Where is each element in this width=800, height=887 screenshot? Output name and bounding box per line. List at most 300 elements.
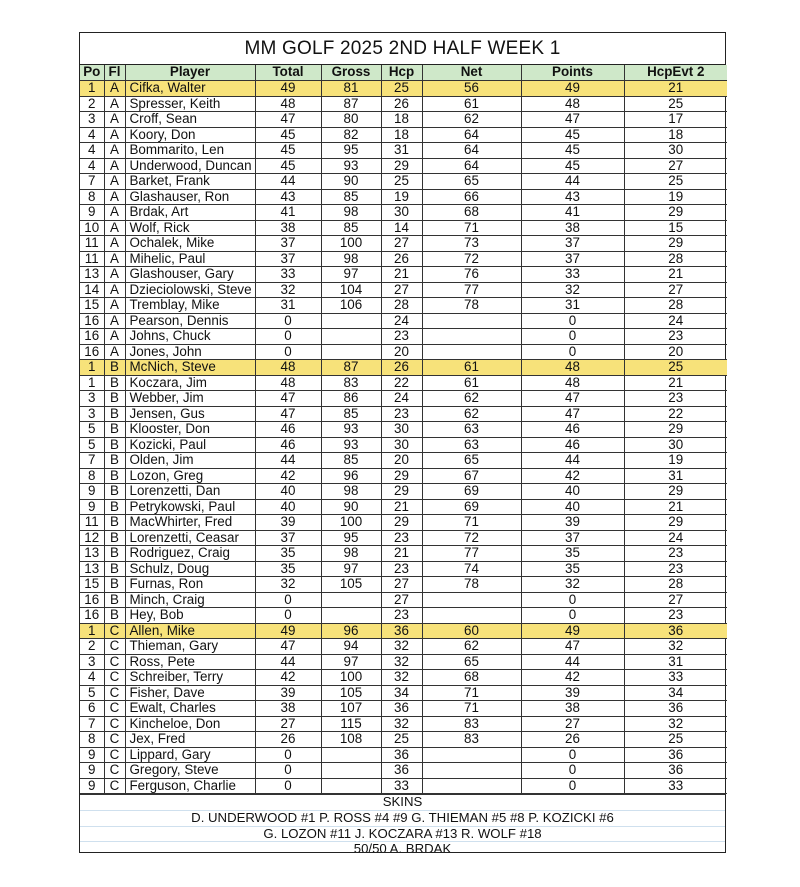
cell-hcp: 23 <box>381 329 422 345</box>
cell-gross: 105 <box>321 685 381 701</box>
table-row <box>80 127 727 143</box>
col-header-hcp: Hcp <box>381 65 422 81</box>
table-row <box>80 375 727 391</box>
cell-net: 71 <box>422 685 521 701</box>
cell-net: 62 <box>422 112 521 128</box>
cell-fl: A <box>104 127 125 143</box>
cell-net: 64 <box>422 143 521 159</box>
table-row <box>80 701 727 717</box>
cell-player: Glashauser, Ron <box>125 189 255 205</box>
cell-fl: B <box>104 530 125 546</box>
table-row <box>80 282 727 298</box>
cell-hcp: 25 <box>381 81 422 97</box>
cell-gross: 115 <box>321 716 381 732</box>
cell-fl: C <box>104 701 125 717</box>
cell-fl: A <box>104 329 125 345</box>
cell-player: Kincheloe, Don <box>125 716 255 732</box>
cell-net: 61 <box>422 375 521 391</box>
cell-points: 0 <box>521 778 624 794</box>
table-row <box>80 654 727 670</box>
cell-net: 65 <box>422 453 521 469</box>
cell-fl: A <box>104 220 125 236</box>
cell-hcpevt: 32 <box>624 716 727 732</box>
cell-total: 48 <box>255 375 321 391</box>
cell-player: Underwood, Duncan <box>125 158 255 174</box>
cell-hcp: 32 <box>381 654 422 670</box>
cell-net <box>422 313 521 329</box>
table-row <box>80 96 727 112</box>
cell-points: 45 <box>521 158 624 174</box>
cell-po: 16 <box>80 592 104 608</box>
cell-total: 0 <box>255 592 321 608</box>
cell-hcp: 26 <box>381 360 422 376</box>
cell-po: 4 <box>80 143 104 159</box>
cell-net: 69 <box>422 484 521 500</box>
cell-net: 62 <box>422 639 521 655</box>
col-header-net: Net <box>422 65 521 81</box>
cell-fl: B <box>104 546 125 562</box>
cell-po: 1 <box>80 375 104 391</box>
cell-net: 73 <box>422 236 521 252</box>
cell-total: 47 <box>255 391 321 407</box>
cell-fl: C <box>104 685 125 701</box>
skins-line-1: D. UNDERWOOD #1 P. ROSS #4 #9 G. THIEMAN #5 #8 P. KOZICKI #6 <box>80 811 725 827</box>
cell-hcpevt: 32 <box>624 639 727 655</box>
cell-hcpevt: 21 <box>624 375 727 391</box>
page-title: MM GOLF 2025 2ND HALF WEEK 1 <box>80 33 725 65</box>
table-row <box>80 468 727 484</box>
cell-gross: 98 <box>321 205 381 221</box>
cell-po: 7 <box>80 453 104 469</box>
table-row <box>80 174 727 190</box>
cell-po: 2 <box>80 639 104 655</box>
cell-total: 40 <box>255 499 321 515</box>
cell-fl: C <box>104 778 125 794</box>
table-row <box>80 577 727 593</box>
cell-hcpevt: 21 <box>624 499 727 515</box>
cell-total: 47 <box>255 406 321 422</box>
cell-points: 32 <box>521 577 624 593</box>
cell-hcp: 28 <box>381 298 422 314</box>
cell-fl: A <box>104 205 125 221</box>
cell-net: 64 <box>422 158 521 174</box>
table-row <box>80 747 727 763</box>
cell-hcp: 29 <box>381 468 422 484</box>
cell-total: 26 <box>255 732 321 748</box>
cell-po: 12 <box>80 530 104 546</box>
cell-hcpevt: 21 <box>624 267 727 283</box>
results-sheet <box>79 32 726 853</box>
cell-net: 77 <box>422 282 521 298</box>
cell-total: 0 <box>255 763 321 779</box>
cell-po: 2 <box>80 96 104 112</box>
cell-hcpevt: 29 <box>624 515 727 531</box>
cell-hcpevt: 24 <box>624 530 727 546</box>
cell-hcpevt: 29 <box>624 422 727 438</box>
cell-fl: B <box>104 437 125 453</box>
table-row <box>80 143 727 159</box>
cell-hcpevt: 36 <box>624 747 727 763</box>
cell-total: 47 <box>255 639 321 655</box>
cell-total: 43 <box>255 189 321 205</box>
cell-hcpevt: 25 <box>624 174 727 190</box>
table-row <box>80 484 727 500</box>
cell-gross <box>321 763 381 779</box>
cell-gross: 107 <box>321 701 381 717</box>
cell-po: 7 <box>80 716 104 732</box>
cell-po: 5 <box>80 685 104 701</box>
cell-total: 0 <box>255 344 321 360</box>
cell-hcp: 31 <box>381 143 422 159</box>
cell-total: 31 <box>255 298 321 314</box>
table-row <box>80 422 727 438</box>
cell-hcpevt: 30 <box>624 143 727 159</box>
cell-hcpevt: 27 <box>624 282 727 298</box>
skins-heading: SKINS <box>80 795 725 811</box>
cell-gross: 93 <box>321 437 381 453</box>
cell-fl: B <box>104 515 125 531</box>
cell-fl: A <box>104 251 125 267</box>
cell-net: 74 <box>422 561 521 577</box>
cell-hcp: 36 <box>381 763 422 779</box>
cell-player: Ferguson, Charlie <box>125 778 255 794</box>
cell-gross: 90 <box>321 499 381 515</box>
cell-hcpevt: 25 <box>624 732 727 748</box>
cell-gross: 95 <box>321 143 381 159</box>
cell-gross: 87 <box>321 360 381 376</box>
cell-points: 38 <box>521 701 624 717</box>
table-row <box>80 251 727 267</box>
cell-player: Jensen, Gus <box>125 406 255 422</box>
table-row <box>80 716 727 732</box>
cell-player: Jex, Fred <box>125 732 255 748</box>
cell-hcp: 20 <box>381 344 422 360</box>
table-row <box>80 453 727 469</box>
cell-net: 76 <box>422 267 521 283</box>
cell-net: 61 <box>422 96 521 112</box>
cell-total: 44 <box>255 654 321 670</box>
cell-net: 71 <box>422 220 521 236</box>
cell-po: 11 <box>80 251 104 267</box>
cell-po: 16 <box>80 608 104 624</box>
cell-points: 35 <box>521 561 624 577</box>
cell-gross: 82 <box>321 127 381 143</box>
cell-hcpevt: 29 <box>624 236 727 252</box>
cell-points: 48 <box>521 360 624 376</box>
col-header-total: Total <box>255 65 321 81</box>
cell-points: 37 <box>521 236 624 252</box>
cell-points: 44 <box>521 174 624 190</box>
cell-gross: 106 <box>321 298 381 314</box>
table-row <box>80 406 727 422</box>
cell-hcp: 32 <box>381 670 422 686</box>
cell-fl: C <box>104 623 125 639</box>
cell-hcp: 21 <box>381 267 422 283</box>
cell-points: 49 <box>521 623 624 639</box>
cell-po: 5 <box>80 422 104 438</box>
cell-gross: 80 <box>321 112 381 128</box>
cell-fl: C <box>104 654 125 670</box>
table-row <box>80 608 727 624</box>
cell-points: 47 <box>521 639 624 655</box>
col-header-po: Po <box>80 65 104 81</box>
cell-po: 16 <box>80 344 104 360</box>
cell-points: 32 <box>521 282 624 298</box>
cell-hcp: 20 <box>381 453 422 469</box>
cell-player: Pearson, Dennis <box>125 313 255 329</box>
cell-fl: B <box>104 406 125 422</box>
cell-gross <box>321 608 381 624</box>
cell-total: 42 <box>255 670 321 686</box>
cell-player: Gregory, Steve <box>125 763 255 779</box>
cell-hcpevt: 23 <box>624 546 727 562</box>
cell-net <box>422 747 521 763</box>
cell-net: 78 <box>422 577 521 593</box>
cell-po: 3 <box>80 391 104 407</box>
cell-hcp: 32 <box>381 716 422 732</box>
cell-hcp: 14 <box>381 220 422 236</box>
cell-player: Petrykowski, Paul <box>125 499 255 515</box>
cell-gross: 108 <box>321 732 381 748</box>
cell-hcp: 27 <box>381 577 422 593</box>
cell-player: Thieman, Gary <box>125 639 255 655</box>
cell-total: 37 <box>255 236 321 252</box>
cell-hcpevt: 19 <box>624 189 727 205</box>
cell-gross: 87 <box>321 96 381 112</box>
cell-hcp: 36 <box>381 623 422 639</box>
cell-total: 39 <box>255 515 321 531</box>
cell-hcp: 27 <box>381 282 422 298</box>
cell-po: 1 <box>80 360 104 376</box>
cell-total: 37 <box>255 251 321 267</box>
table-row <box>80 499 727 515</box>
table-row <box>80 220 727 236</box>
cell-fl: A <box>104 282 125 298</box>
cell-player: Ross, Pete <box>125 654 255 670</box>
cell-net: 64 <box>422 127 521 143</box>
cell-player: Schreiber, Terry <box>125 670 255 686</box>
cell-net <box>422 608 521 624</box>
cell-player: Allen, Mike <box>125 623 255 639</box>
cell-hcp: 29 <box>381 515 422 531</box>
cell-net: 78 <box>422 298 521 314</box>
cell-hcpevt: 24 <box>624 313 727 329</box>
cell-hcp: 21 <box>381 546 422 562</box>
cell-player: Furnas, Ron <box>125 577 255 593</box>
cell-total: 46 <box>255 437 321 453</box>
cell-player: Webber, Jim <box>125 391 255 407</box>
skins-line-2: G. LOZON #11 J. KOCZARA #13 R. WOLF #18 <box>80 827 725 843</box>
cell-player: Brdak, Art <box>125 205 255 221</box>
cell-gross: 85 <box>321 189 381 205</box>
cell-po: 4 <box>80 158 104 174</box>
cell-hcpevt: 33 <box>624 670 727 686</box>
cell-total: 48 <box>255 96 321 112</box>
cell-fl: A <box>104 81 125 97</box>
cell-player: Klooster, Don <box>125 422 255 438</box>
table-row <box>80 515 727 531</box>
cell-po: 1 <box>80 623 104 639</box>
cell-net: 60 <box>422 623 521 639</box>
cell-total: 42 <box>255 468 321 484</box>
cell-fl: A <box>104 143 125 159</box>
cell-points: 43 <box>521 189 624 205</box>
cell-hcp: 18 <box>381 127 422 143</box>
cell-hcpevt: 25 <box>624 360 727 376</box>
cell-total: 0 <box>255 608 321 624</box>
cell-net: 72 <box>422 530 521 546</box>
cell-player: Glashouser, Gary <box>125 267 255 283</box>
cell-points: 0 <box>521 313 624 329</box>
cell-points: 0 <box>521 747 624 763</box>
cell-player: Ewalt, Charles <box>125 701 255 717</box>
cell-hcp: 23 <box>381 530 422 546</box>
cell-hcpevt: 21 <box>624 81 727 97</box>
cell-gross: 94 <box>321 639 381 655</box>
cell-hcpevt: 34 <box>624 685 727 701</box>
table-row <box>80 267 727 283</box>
results-body <box>80 81 727 794</box>
cell-gross: 85 <box>321 453 381 469</box>
cell-po: 9 <box>80 747 104 763</box>
cell-total: 0 <box>255 329 321 345</box>
cell-points: 42 <box>521 670 624 686</box>
table-row <box>80 561 727 577</box>
cell-hcp: 36 <box>381 747 422 763</box>
cell-hcp: 29 <box>381 484 422 500</box>
cell-hcpevt: 29 <box>624 205 727 221</box>
cell-hcpevt: 15 <box>624 220 727 236</box>
cell-total: 0 <box>255 313 321 329</box>
cell-net: 65 <box>422 174 521 190</box>
cell-po: 8 <box>80 468 104 484</box>
table-row <box>80 112 727 128</box>
cell-gross: 97 <box>321 267 381 283</box>
cell-net: 63 <box>422 422 521 438</box>
cell-points: 31 <box>521 298 624 314</box>
col-header-gross: Gross <box>321 65 381 81</box>
cell-net: 83 <box>422 732 521 748</box>
cell-gross: 95 <box>321 530 381 546</box>
cell-net: 83 <box>422 716 521 732</box>
cell-points: 47 <box>521 112 624 128</box>
table-row <box>80 546 727 562</box>
cell-gross <box>321 344 381 360</box>
cell-points: 40 <box>521 499 624 515</box>
cell-po: 3 <box>80 406 104 422</box>
cell-points: 35 <box>521 546 624 562</box>
table-row <box>80 236 727 252</box>
cell-fl: A <box>104 267 125 283</box>
cell-points: 44 <box>521 654 624 670</box>
cell-gross: 83 <box>321 375 381 391</box>
cell-player: Minch, Craig <box>125 592 255 608</box>
results-table <box>80 65 727 794</box>
cell-player: Lorenzetti, Ceasar <box>125 530 255 546</box>
cell-total: 38 <box>255 220 321 236</box>
cell-hcp: 19 <box>381 189 422 205</box>
cell-total: 38 <box>255 701 321 717</box>
cell-fl: A <box>104 158 125 174</box>
cell-po: 10 <box>80 220 104 236</box>
cell-po: 9 <box>80 499 104 515</box>
cell-player: Olden, Jim <box>125 453 255 469</box>
cell-points: 49 <box>521 81 624 97</box>
cell-total: 49 <box>255 623 321 639</box>
cell-po: 9 <box>80 778 104 794</box>
cell-fl: A <box>104 189 125 205</box>
cell-hcpevt: 27 <box>624 158 727 174</box>
cell-hcp: 23 <box>381 608 422 624</box>
cell-total: 44 <box>255 174 321 190</box>
table-row <box>80 329 727 345</box>
cell-points: 39 <box>521 515 624 531</box>
cell-hcp: 25 <box>381 732 422 748</box>
cell-hcp: 30 <box>381 437 422 453</box>
cell-gross: 96 <box>321 468 381 484</box>
cell-fl: B <box>104 592 125 608</box>
cell-player: Cifka, Walter <box>125 81 255 97</box>
cell-net: 71 <box>422 701 521 717</box>
cell-net: 66 <box>422 189 521 205</box>
col-header-points: Points <box>521 65 624 81</box>
cell-gross: 100 <box>321 236 381 252</box>
cell-hcpevt: 27 <box>624 592 727 608</box>
table-row <box>80 313 727 329</box>
cell-hcpevt: 28 <box>624 251 727 267</box>
cell-hcpevt: 36 <box>624 623 727 639</box>
table-row <box>80 530 727 546</box>
cell-hcpevt: 19 <box>624 453 727 469</box>
cell-net: 61 <box>422 360 521 376</box>
cell-player: Bommarito, Len <box>125 143 255 159</box>
col-header-hcpevt2: HcpEvt 2 <box>624 65 727 81</box>
cell-hcpevt: 31 <box>624 654 727 670</box>
cell-hcpevt: 18 <box>624 127 727 143</box>
cell-total: 33 <box>255 267 321 283</box>
cell-hcp: 18 <box>381 112 422 128</box>
cell-points: 39 <box>521 685 624 701</box>
cell-gross: 93 <box>321 422 381 438</box>
table-row <box>80 205 727 221</box>
cell-po: 9 <box>80 484 104 500</box>
cell-hcpevt: 29 <box>624 484 727 500</box>
cell-fl: B <box>104 608 125 624</box>
cell-fl: B <box>104 422 125 438</box>
table-row <box>80 732 727 748</box>
cell-hcp: 29 <box>381 158 422 174</box>
cell-total: 45 <box>255 127 321 143</box>
cell-points: 45 <box>521 127 624 143</box>
table-row <box>80 158 727 174</box>
cell-points: 47 <box>521 406 624 422</box>
cell-hcp: 24 <box>381 391 422 407</box>
cell-player: Koory, Don <box>125 127 255 143</box>
cell-total: 45 <box>255 143 321 159</box>
cell-total: 45 <box>255 158 321 174</box>
cell-hcpevt: 22 <box>624 406 727 422</box>
cell-hcp: 26 <box>381 251 422 267</box>
cell-hcpevt: 23 <box>624 608 727 624</box>
cell-player: Dzieciolowski, Steve <box>125 282 255 298</box>
cell-total: 35 <box>255 561 321 577</box>
cell-fl: A <box>104 313 125 329</box>
cell-points: 46 <box>521 437 624 453</box>
cell-player: Barket, Frank <box>125 174 255 190</box>
cell-hcpevt: 20 <box>624 344 727 360</box>
cell-net: 62 <box>422 391 521 407</box>
cell-hcpevt: 23 <box>624 391 727 407</box>
